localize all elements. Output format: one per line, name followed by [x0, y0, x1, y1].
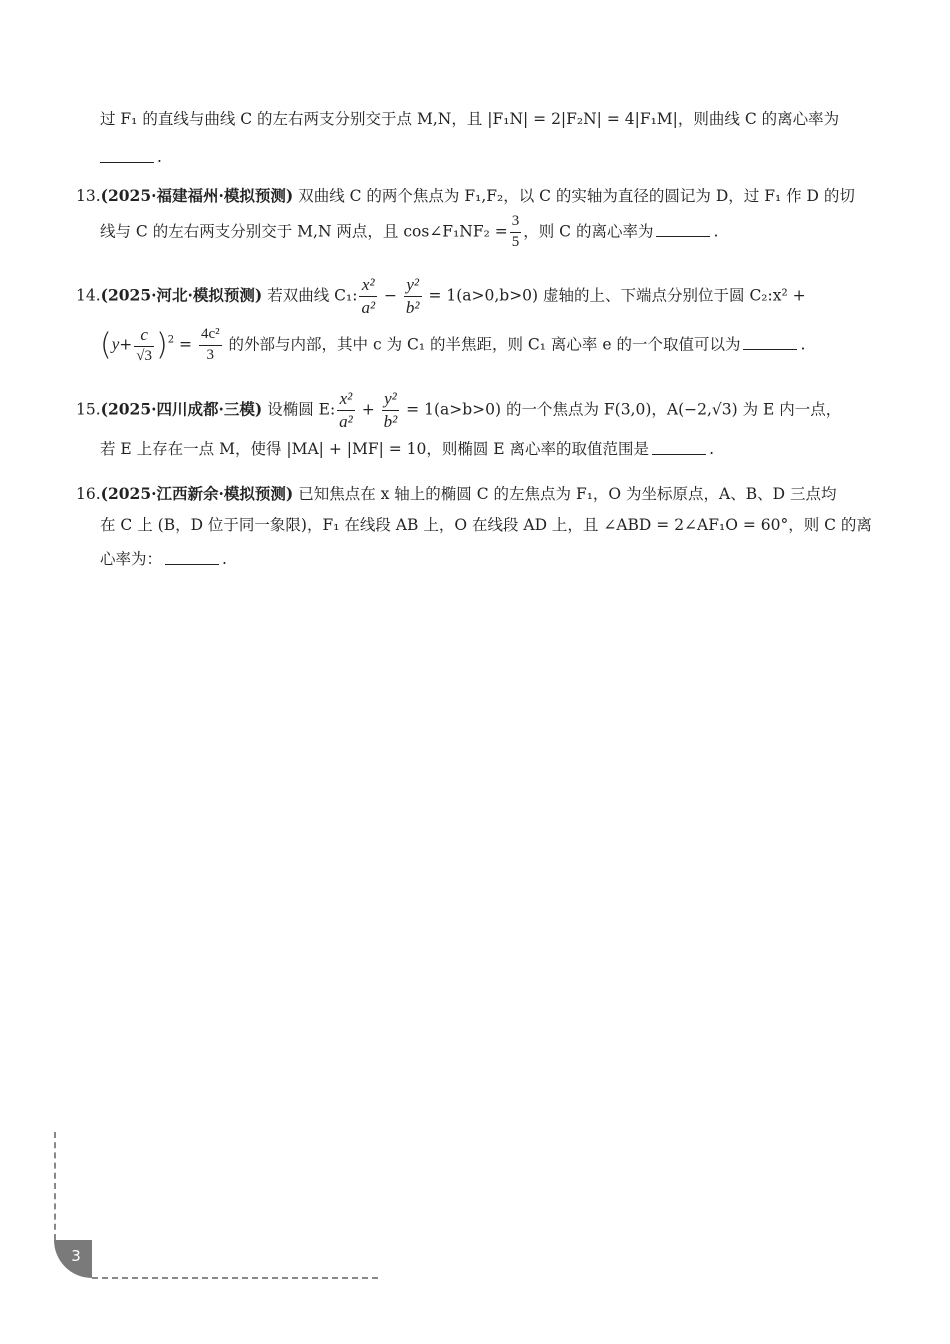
q13-period: .: [713, 222, 719, 241]
q13-frac-num: 3: [510, 214, 522, 233]
q15-frac1-num: x²: [337, 390, 355, 411]
q15-line-1: 15.(2025·四川成都·三模) 设椭圆 E: $\frac{\text{x²}}{\text{a²}}$ + $\frac{\text{y²}}{\text{b²}}$ = 1(a>b>0) 的一个焦点为 F(3,0)，A(−2,√3) 为 E 内一点，: [76, 389, 842, 431]
q14-line-2: (y+ $\frac{c}{√3}$ )$^2$ = $\frac{\text{4c²}}{3}$ 的外部与内部，其中 c 为 C₁ 的半焦距，则 C₁ 离心率 e 的一个取值可以为 .: [100, 325, 806, 364]
footer-dashed-horizontal: [92, 1277, 378, 1279]
q15-text-2: 若 E 上存在一点 M，使得 |MA| + |MF| = 10，则椭圆 E 离心率的取值范围是: [100, 440, 650, 458]
q15-text-1a: 设椭圆 E:: [267, 400, 336, 419]
q14-source: (2025·河北·模拟预测): [100, 285, 263, 305]
q16-text-3: 心率为：: [100, 550, 163, 568]
q14-text-2b: 的外部与内部，其中 c 为 C₁ 的半焦距，则 C₁ 离心率 e 的一个取值可以为: [228, 335, 741, 354]
q12-line-1: [100, 112, 839, 128]
q14-fraction-4: [199, 327, 222, 364]
q15-frac2-num: y²: [382, 390, 400, 411]
q15-line-2: [100, 442, 714, 458]
q15-source: (2025·四川成都·三模): [100, 399, 263, 419]
q14-number: 14.: [76, 286, 101, 305]
q15-text-1b: = 1(a>b>0) 的一个焦点为 F(3,0)，A(−2,√3) 为 E 内一点，: [406, 400, 842, 419]
q14-frac1-num: x²: [359, 276, 377, 297]
q16-line-2: [100, 518, 872, 534]
q13-text-1: 双曲线 C 的两个焦点为 F₁,F₂，以 C 的实轴为直径的圆记为 D，过 F₁ 作 D 的切: [298, 187, 855, 205]
page-number: 3: [71, 1247, 81, 1265]
answer-blank[interactable]: [743, 337, 797, 350]
q16-text-1: 已知焦点在 x 轴上的椭圆 C 的左焦点为 F₁，O 为坐标原点，A、B、D 三点均: [298, 485, 837, 503]
q14-fraction-2: [404, 276, 422, 317]
q12-text-1: 过 F₁ 的直线与曲线 C 的左右两支分别交于点 M,N，且 |F₁N| = 2|F₂N| = 4|F₁M|，则曲线 C 的离心率为: [100, 110, 840, 128]
q14-frac4-den: 3: [206, 346, 215, 363]
q16-source: (2025·江西新余·模拟预测): [100, 484, 294, 503]
footer-dashed-vertical: [54, 1132, 56, 1240]
q16-line-3: [100, 552, 227, 568]
answer-blank[interactable]: [652, 442, 706, 455]
q14-frac1-den: a²: [361, 297, 376, 317]
q14-frac3-den: √3: [136, 347, 152, 364]
q13-frac-den: 5: [511, 233, 520, 250]
q14-fraction-1: [359, 276, 377, 317]
q12-period: .: [157, 148, 162, 166]
q16-number: 16.: [76, 485, 101, 503]
q14-frac2-den: b²: [405, 297, 420, 317]
answer-blank[interactable]: [100, 150, 154, 163]
q14-frac2-num: y²: [404, 276, 422, 297]
q14-frac3-num: c: [134, 326, 154, 347]
q14-line-1: 14.(2025·河北·模拟预测) 若双曲线 C₁: $\frac{\text{x²}}{\text{a²}}$ − $\frac{\text{y²}}{\text{b²}}$ = 1(a>0,b>0) 虚轴的上、下端点分别位于圆 C₂:x² +: [76, 275, 806, 317]
q13-line-1: [76, 188, 855, 205]
q14-period: .: [800, 335, 806, 354]
q14-text-1a: 若双曲线 C₁:: [267, 286, 358, 305]
q15-fraction-1: [337, 390, 355, 431]
q14-fraction-3: [134, 326, 154, 365]
q16-line-1: [76, 486, 836, 503]
q13-line-2: [100, 214, 718, 251]
q15-number: 15.: [76, 400, 101, 419]
q15-period: .: [709, 440, 714, 458]
q15-fraction-2: [382, 390, 400, 431]
q15-frac2-den: b²: [383, 411, 398, 431]
answer-blank[interactable]: [656, 224, 710, 237]
q13-number: 13.: [76, 187, 101, 205]
page-number-tab: [54, 1240, 92, 1278]
q16-period: .: [222, 550, 227, 568]
q13-text-2b: ，则 C 的离心率为: [523, 222, 654, 241]
q13-text-2a: 线与 C 的左右两支分别交于 M,N 两点，且 cos∠F₁NF₂ =: [100, 222, 508, 241]
q13-fraction: [510, 214, 522, 251]
q14-text-1b: = 1(a>0,b>0) 虚轴的上、下端点分别位于圆 C₂:x² +: [428, 286, 806, 305]
q12-line-2: [100, 150, 162, 166]
q13-source: (2025·福建福州·模拟预测): [100, 186, 294, 205]
q16-text-2: 在 C 上 (B，D 位于同一象限)，F₁ 在线段 AB 上，O 在线段 AD 上，且 ∠ABD = 2∠AF₁O = 60°，则 C 的离: [100, 516, 872, 534]
q14-frac4-num: 4c²: [199, 327, 222, 346]
q15-frac1-den: a²: [339, 411, 353, 431]
answer-blank[interactable]: [165, 552, 219, 565]
